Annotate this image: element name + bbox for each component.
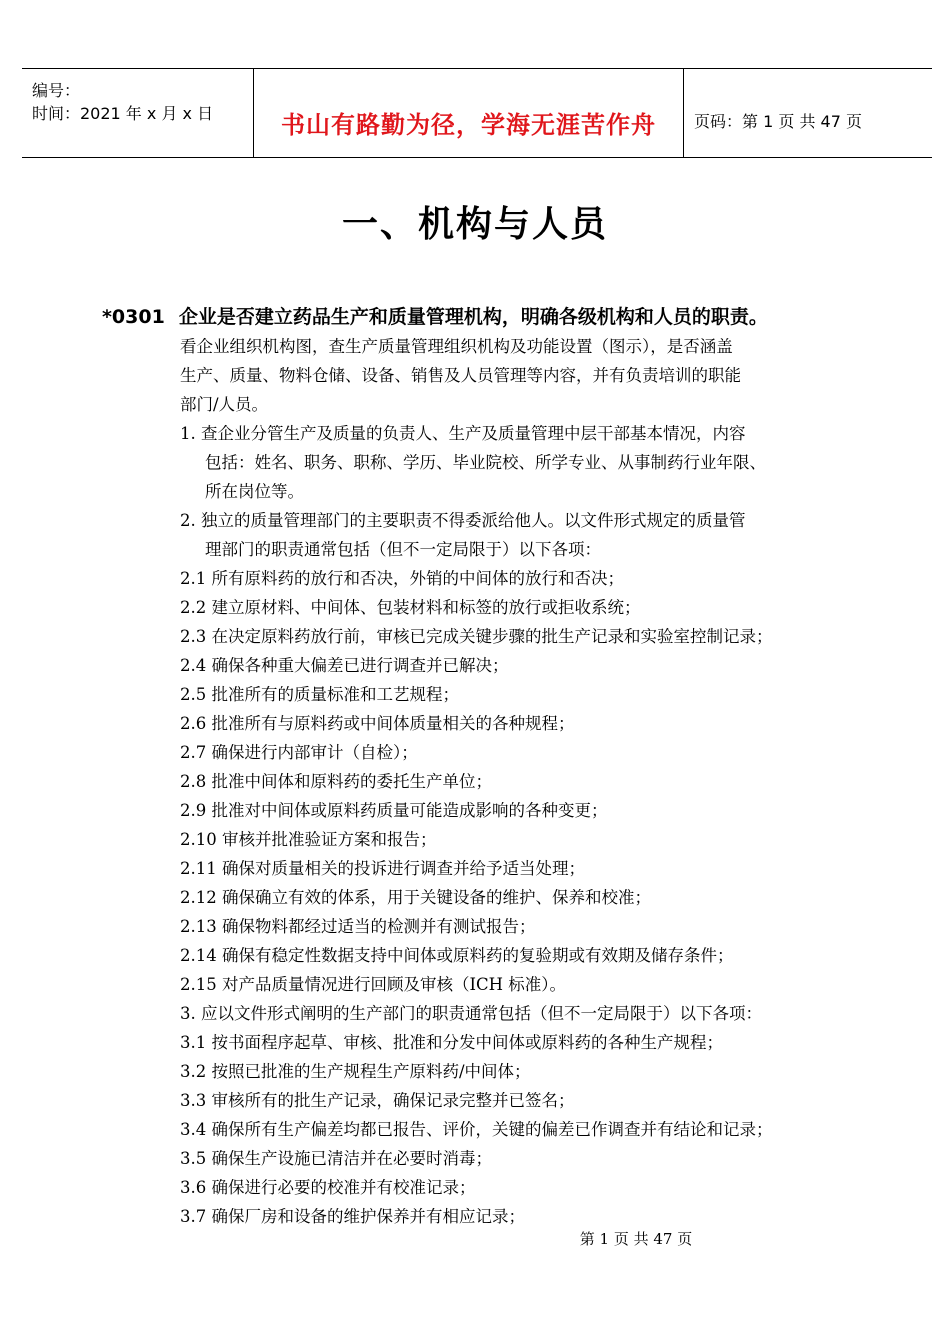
header-left-cell — [22, 69, 254, 157]
text-line: 2.6 批准所有与原料药或中间体质量相关的各种规程； — [180, 714, 575, 733]
text-line: 2.3 在决定原料药放行前，审核已完成关键步骤的批生产记录和实验室控制记录； — [180, 627, 773, 646]
text-line: 3.6 确保进行必要的校准并有校准记录； — [180, 1178, 476, 1197]
text-line: 理部门的职责通常包括（但不一定局限于）以下各项： — [205, 540, 601, 559]
item-heading-text: 企业是否建立药品生产和质量管理机构，明确各级机构和人员的职责。 — [178, 306, 768, 328]
motto: 书山有路勤为径，学海无涯苦作舟 — [281, 111, 656, 139]
text-line: 2.10 审核并批准验证方案和报告； — [180, 830, 437, 849]
text-line: 2.14 确保有稳定性数据支持中间体或原料药的复验期或有效期及储存条件； — [180, 946, 734, 965]
text-line: 2.1 所有原料药的放行和否决，外销的中间体的放行和否决； — [180, 569, 624, 588]
text-line: 包括：姓名、职务、职称、学历、毕业院校、所学专业、从事制药行业年限、 — [205, 453, 766, 472]
text-line: 2.8 批准中间体和原料药的委托生产单位； — [180, 772, 492, 791]
text-line: 2.9 批准对中间体或原料药质量可能造成影响的各种变更； — [180, 801, 608, 820]
text-line: 看企业组织机构图，查生产质量管理组织机构及功能设置（图示），是否涵盖 — [180, 337, 733, 356]
text-line: 2.11 确保对质量相关的投诉进行调查并给予适当处理； — [180, 859, 585, 878]
item-code: *0301 — [102, 306, 165, 328]
text-line: 生产、质量、物料仓储、设备、销售及人员管理等内容，并有负责培训的职能 — [180, 366, 741, 385]
text-line: 2.13 确保物料都经过适当的检测并有测试报告； — [180, 917, 536, 936]
text-line: 3.2 按照已批准的生产规程生产原料药/中间体； — [180, 1062, 531, 1081]
header-center-cell — [254, 69, 684, 157]
text-line: 所在岗位等。 — [205, 482, 304, 501]
text-line: 3. 应以文件形式阐明的生产部门的职责通常包括（但不一定局限于）以下各项： — [180, 1004, 762, 1023]
page-title: 一、机构与人员 — [341, 204, 608, 245]
text-line: 2.12 确保确立有效的体系，用于关键设备的维护、保养和校准； — [180, 888, 651, 907]
text-line: 3.7 确保厂房和设备的维护保养并有相应记录； — [180, 1207, 525, 1226]
number-label: 编号： — [32, 81, 81, 100]
page-footer: 第 1 页 共 47 页 — [579, 1230, 693, 1248]
text-line: 3.5 确保生产设施已清洁并在必要时消毒； — [180, 1149, 492, 1168]
page-info: 页码：第 1 页 共 47 页 — [694, 112, 862, 131]
text-line: 3.3 审核所有的批生产记录，确保记录完整并已签名； — [180, 1091, 575, 1110]
text-line: 2. 独立的质量管理部门的主要职责不得委派给他人。以文件形式规定的质量管 — [180, 511, 746, 530]
text-line: 部门/人员。 — [180, 395, 269, 414]
text-line: 2.7 确保进行内部审计（自检）； — [180, 743, 418, 762]
header-right-cell — [684, 69, 932, 157]
page-header — [22, 68, 932, 158]
text-line: 2.5 批准所有的质量标准和工艺规程； — [180, 685, 459, 704]
text-line: 3.1 按书面程序起草、审核、批准和分发中间体或原料药的各种生产规程； — [180, 1033, 723, 1052]
text-line: 2.2 建立原材料、中间体、包装材料和标签的放行或拒收系统； — [180, 598, 641, 617]
text-line: 3.4 确保所有生产偏差均都已报告、评价，关键的偏差已作调查并有结论和记录； — [180, 1120, 773, 1139]
text-line: 2.15 对产品质量情况进行回顾及审核（ICH 标准）。 — [180, 975, 567, 994]
text-line: 2.4 确保各种重大偏差已进行调查并已解决； — [180, 656, 509, 675]
item-heading — [102, 302, 768, 329]
text-line: 1. 查企业分管生产及质量的负责人、生产及质量管理中层干部基本情况，内容 — [180, 424, 746, 443]
time-label: 时间：2021 年 x 月 x 日 — [32, 104, 214, 123]
